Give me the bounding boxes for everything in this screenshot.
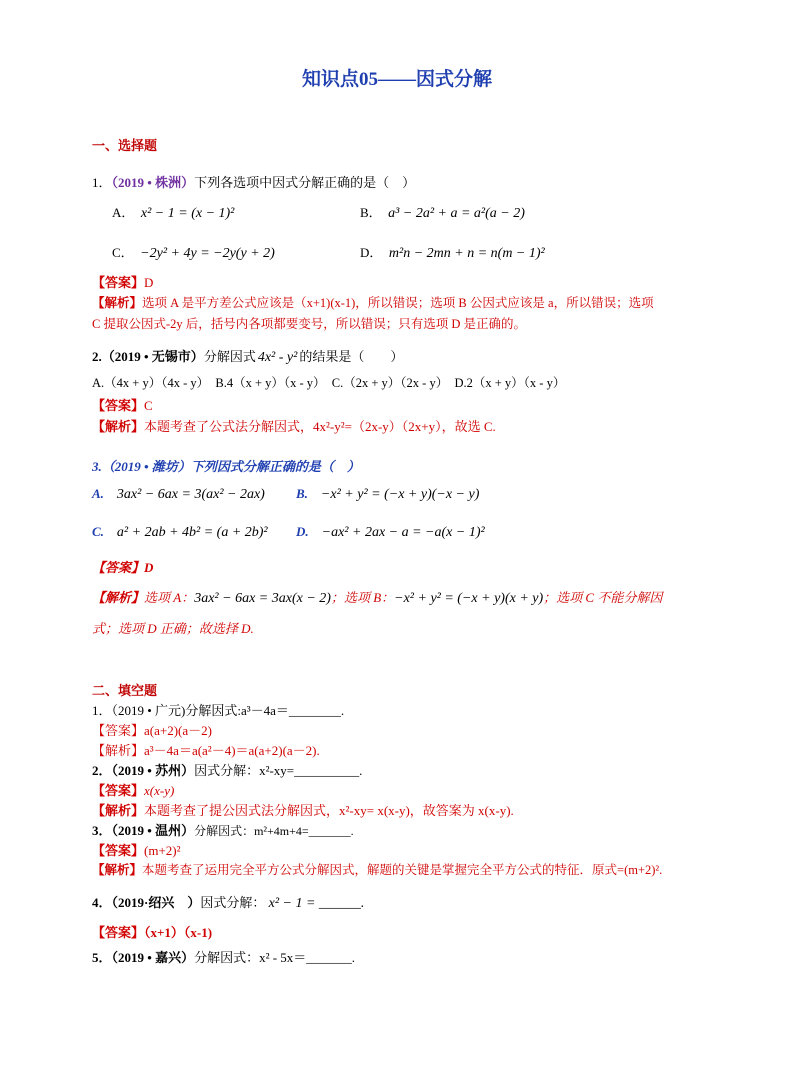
q2-num: 2.	[92, 349, 102, 364]
f4-num: 4．	[92, 895, 112, 910]
page-title: 知识点05——因式分解	[301, 69, 492, 90]
question-2	[92, 346, 403, 366]
q3-d-expr: −ax² + 2ax − a = −a(x − 1)²	[321, 525, 485, 540]
question-1	[92, 172, 415, 191]
fill-question-1: 1．（2019 • 广元)分解因式:a³－4a＝________.	[92, 703, 345, 718]
q1-d-expr: m²n − 2mn + n = n(m − 1)²	[388, 246, 545, 261]
q1-num: 1．	[92, 175, 112, 190]
f5-source: （2019 • 嘉兴）	[111, 950, 195, 965]
f1-analysis: 【解析】a³－4a＝a(a²－4)＝a(a+2)(a－2).	[92, 743, 320, 758]
q3-num: 3.	[92, 459, 102, 474]
q3-analysis-expr2: −x² + y² = (−x + y)(x + y)	[394, 591, 544, 606]
q3-text: 下列因式分解正确的是（ ）	[190, 459, 360, 474]
q2-analysis-text: 本题考查了公式法分解因式，4x²-y²=（2x-y）（2x+y），故选 C.	[144, 419, 496, 434]
fill-question-3	[92, 820, 354, 839]
section-fill-heading: 二、填空题	[92, 683, 158, 698]
section-choice-heading: 一、选择题	[92, 138, 158, 153]
q3-answer-tag: 【答案】	[92, 560, 145, 575]
q2-options: A.（4x + y）（4x - y） B.4（x + y）（x - y） C.（2x + y）（2x - y） D.2（x + y）（x - y）	[92, 376, 566, 390]
f3-num: 3．	[92, 823, 112, 838]
q3-c-label: C.	[92, 524, 104, 539]
q3-a-label: A.	[92, 486, 104, 501]
f4-text: 因式分解：	[200, 895, 266, 910]
q2-source: （2019 • 无锡市）	[101, 349, 204, 364]
q2-analysis	[92, 416, 496, 435]
q3-analysis-line1	[92, 587, 662, 607]
q3-analysis-c: ；选项 C 不能分解因	[543, 590, 663, 605]
f1-answer: 【答案】a(a+2)(a－2)	[92, 723, 212, 738]
q3-analysis-b: ；选项 B：	[330, 590, 395, 605]
q1-option-b	[360, 202, 525, 222]
q3-option-a	[92, 486, 265, 503]
f4-expr: x² − 1 = ______.	[268, 896, 365, 911]
q3-b-label: B.	[296, 486, 308, 501]
q2-answer	[92, 395, 153, 414]
q1-c-expr: −2y² + 4y = −2y(y + 2)	[140, 246, 275, 261]
f2-text: 因式分解：x²-xy=__________.	[194, 763, 363, 778]
q2-analysis-tag: 【解析】	[92, 419, 145, 434]
q3-a-expr: 3ax² − 6ax = 3(ax² − 2ax)	[116, 487, 265, 502]
q1-answer	[92, 272, 153, 291]
q1-a-label: A．	[112, 205, 135, 220]
q1-b-label: B．	[360, 205, 382, 220]
q1-d-label: D．	[360, 245, 383, 260]
f3-analysis	[92, 860, 662, 878]
q2-answer-value: C	[144, 398, 153, 413]
f3-source: （2019 • 温州）	[111, 823, 195, 838]
q2-text-a: 分解因式	[203, 349, 256, 364]
q1-analysis-line1	[92, 293, 654, 311]
fill-question-2	[92, 760, 362, 779]
q2-text-b: 的结果是（ ）	[299, 349, 404, 364]
fill-question-4	[92, 892, 364, 912]
q1-analysis-line2: C 提取公因式-2y 后，括号内各项都要变号，所以错误；只有选项 D 是正确的。	[92, 317, 527, 331]
q3-analysis-expr1: 3ax² − 6ax = 3ax(x − 2)	[194, 591, 331, 606]
f3-analysis-tag: 【解析】	[92, 863, 143, 877]
q1-source: （2019 • 株洲）	[111, 175, 195, 190]
q3-analysis-line2: 式；选项 D 正确；故选择 D.	[92, 621, 254, 636]
q1-a-expr: x² − 1 = (x − 1)²	[140, 206, 235, 221]
q1-b-expr: a³ − 2a² + a = a²(a − 2)	[388, 206, 525, 221]
f3-answer-value: (m+2)²	[144, 843, 181, 858]
f3-text: 分解因式：m²+4m+4=_______.	[194, 824, 354, 838]
f2-answer	[92, 780, 174, 799]
q1-answer-value: D	[144, 275, 154, 290]
f2-answer-tag: 【答案】	[92, 783, 145, 798]
question-3	[92, 456, 360, 475]
q3-b-expr: −x² + y² = (−x + y)(−x − y)	[320, 487, 480, 502]
q1-text: 下列各选项中因式分解正确的是（ ）	[194, 175, 416, 190]
f3-answer	[92, 840, 181, 859]
q1-option-c	[112, 242, 275, 262]
f3-analysis-text: 本题考查了运用完全平方公式分解因式，解题的关键是掌握完全平方公式的特征．原式=(m+2)².	[142, 863, 663, 877]
q1-c-label: C．	[112, 245, 134, 260]
f2-analysis-tag: 【解析】	[92, 803, 145, 818]
q3-option-d	[296, 524, 485, 541]
q3-answer	[92, 557, 153, 576]
f2-answer-value: x(x-y)	[144, 783, 175, 798]
f5-num: 5．	[92, 950, 112, 965]
f3-answer-tag: 【答案】	[92, 843, 145, 858]
q3-analysis-tag: 【解析】	[92, 590, 145, 605]
q3-c-expr: a² + 2ab + 4b² = (a + 2b)²	[116, 525, 268, 540]
q1-option-d	[360, 242, 545, 262]
q1-answer-tag: 【答案】	[92, 275, 145, 290]
q3-source: （2019 • 潍坊）	[101, 459, 191, 474]
q3-option-b	[296, 486, 479, 503]
q3-d-label: D.	[296, 524, 309, 539]
f2-analysis	[92, 800, 514, 819]
q3-option-c	[92, 524, 268, 541]
q3-answer-value: D	[144, 560, 154, 575]
q2-expr: 4x² - y²	[257, 350, 298, 365]
f5-text: 分解因式：x² - 5x＝_______.	[194, 950, 356, 965]
q3-analysis-a: 选项 A：	[144, 590, 195, 605]
f4-source: （2019·绍兴 ）	[111, 895, 201, 910]
q2-answer-tag: 【答案】	[92, 398, 145, 413]
f4-answer: 【答案】（x+1）（x-1)	[92, 925, 213, 940]
f2-source: （2019 • 苏州）	[111, 763, 195, 778]
q1-analysis-tag: 【解析】	[92, 296, 143, 310]
fill-question-5	[92, 947, 355, 966]
q1-option-a	[112, 202, 234, 222]
f2-analysis-text: 本题考查了提公因式法分解因式，x²-xy= x(x-y)，故答案为 x(x-y).	[144, 803, 514, 818]
f2-num: 2．	[92, 763, 112, 778]
q1-analysis-text1: 选项 A 是平方差公式应该是（x+1)(x-1)，所以错误；选项 B 公因式应该是 a，所以错误；选项	[142, 296, 654, 310]
